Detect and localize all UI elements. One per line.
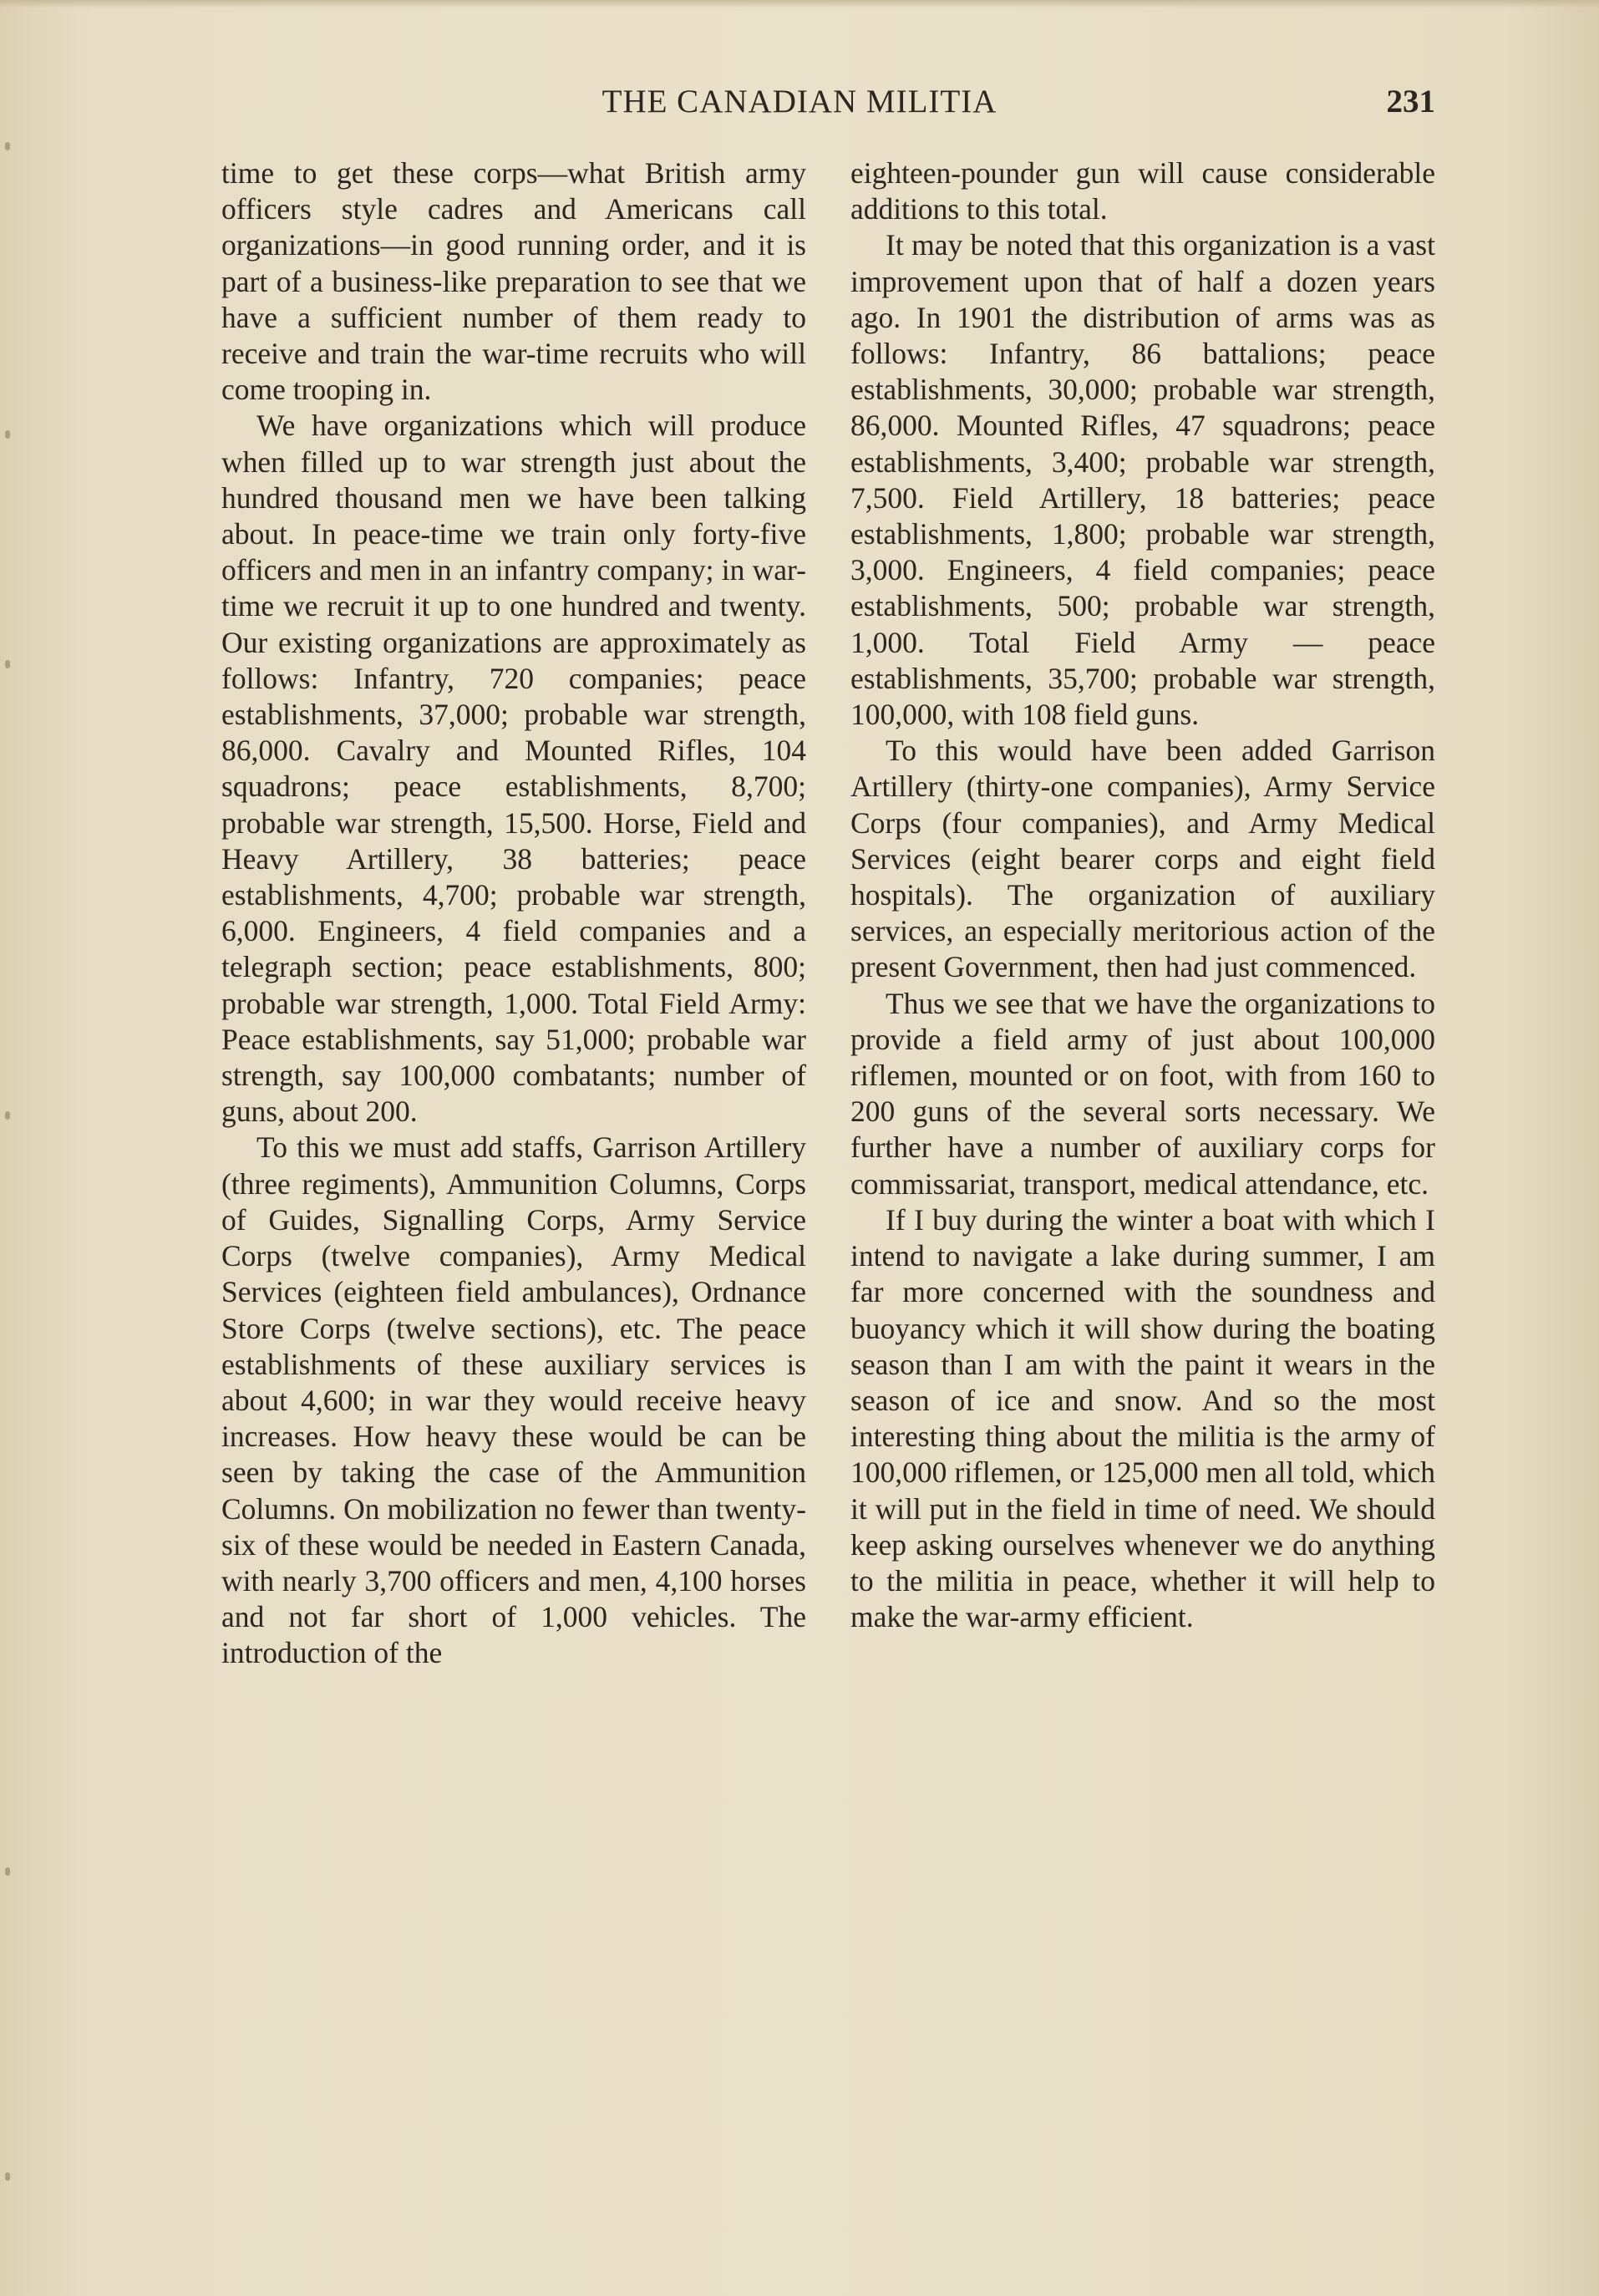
- margin-speck: [5, 1867, 10, 1876]
- paragraph: To this would have been added Garrison Artillery (thirty-one companies), Army Service Corps (four companies), and Army Medical Services (eight bearer corps and eight field hospitals). The organization of auxiliary services, an especially meritorious action of the present Government, then had just commenced.: [850, 734, 1435, 984]
- paragraph: It may be noted that this organization is a vast improvement upon that of half a dozen years ago. In 1901 the distribution of arms was as follows: Infantry, 86 battalions; peace establishments, 30,000; probable war strength, 86,000. Mounted Rifles, 47 squadrons; peace establishments, 3,400; probable war strength, 7,500. Field Artillery, 18 batteries; peace establishments, 1,800; probable war strength, 3,000. Engineers, 4 field companies; peace establishments, 500; probable war strength, 1,000. Total Field Army — peace establishments, 35,700; probable war strength, 100,000, with 108 field guns.: [850, 228, 1435, 732]
- paragraph: eighteen-pounder gun will cause considerable additions to this total.: [850, 156, 1435, 226]
- right-column: [850, 155, 1435, 1635]
- margin-speck: [5, 2172, 10, 2181]
- paragraph: We have organizations which will produce when filled up to war strength just about the hundred thousand men we have been talking about. In peace-time we train only forty-five officers and men in an infantry company; in war-time we recruit it up to one hundred and twenty. Our existing organizations are approximately as follows: Infantry, 720 companies; peace establishments, 37,000; probable war strength, 86,000. Cavalry and Mounted Rifles, 104 squadrons; peace establishments, 8,700; probable war strength, 15,500. Horse, Field and Heavy Artillery, 38 batteries; peace establishments, 4,700; probable war strength, 6,000. Engineers, 4 field companies and a telegraph section; peace establishments, 800; probable war strength, 1,000. Total Field Army: Peace establishments, say 51,000; probable war strength, say 100,000 combatants; number of guns, about 200.: [221, 409, 806, 1129]
- running-head: [0, 77, 1599, 127]
- page-number: 231: [1386, 84, 1435, 119]
- margin-speck: [5, 660, 10, 668]
- margin-speck: [5, 142, 10, 150]
- margin-speck: [5, 1111, 10, 1120]
- margin-speck: [5, 430, 10, 439]
- page-title: THE CANADIAN MILITIA: [602, 84, 997, 119]
- paragraph: time to get these corps—what British army officers style cadres and Americans call organizations—in good running order, and it is part of a business-like preparation to see that we have a sufficient number of them ready to receive and train the war-time recruits who will come trooping in.: [221, 156, 806, 407]
- page-top-edge: [0, 0, 1599, 8]
- paragraph: If I buy during the winter a boat with which I intend to navigate a lake during summer, I am far more concerned with the soundness and buoyancy which it will show during the boating season than I am with the paint it wears in the season of ice and snow. And so the most interesting thing about the militia is the army of 100,000 riflemen, or 125,000 men all told, which it will put in the field in time of need. We should keep asking ourselves whenever we do anything to the militia in peace, whether it will help to make the war-army efficient.: [850, 1202, 1435, 1634]
- left-column: [221, 155, 806, 1672]
- paragraph: Thus we see that we have the organizations to provide a field army of just about 100,000 riflemen, mounted or on foot, with from 160 to 200 guns of the several sorts necessary. We further have a number of auxiliary corps for commissariat, transport, medical attendance, etc.: [850, 986, 1435, 1201]
- paragraph: To this we must add staffs, Garrison Artillery (three regiments), Ammunition Columns, Corps of Guides, Signalling Corps, Army Service Corps (twelve companies), Army Medical Services (eighteen field ambulances), Ordnance Store Corps (twelve sections), etc. The peace establishments of these auxiliary services is about 4,600; in war they would receive heavy increases. How heavy these would be can be seen by taking the case of the Ammunition Columns. On mobilization no fewer than twenty-six of these would be needed in Eastern Canada, with nearly 3,700 officers and men, 4,100 horses and not far short of 1,000 vehicles. The introduction of the: [221, 1130, 806, 1670]
